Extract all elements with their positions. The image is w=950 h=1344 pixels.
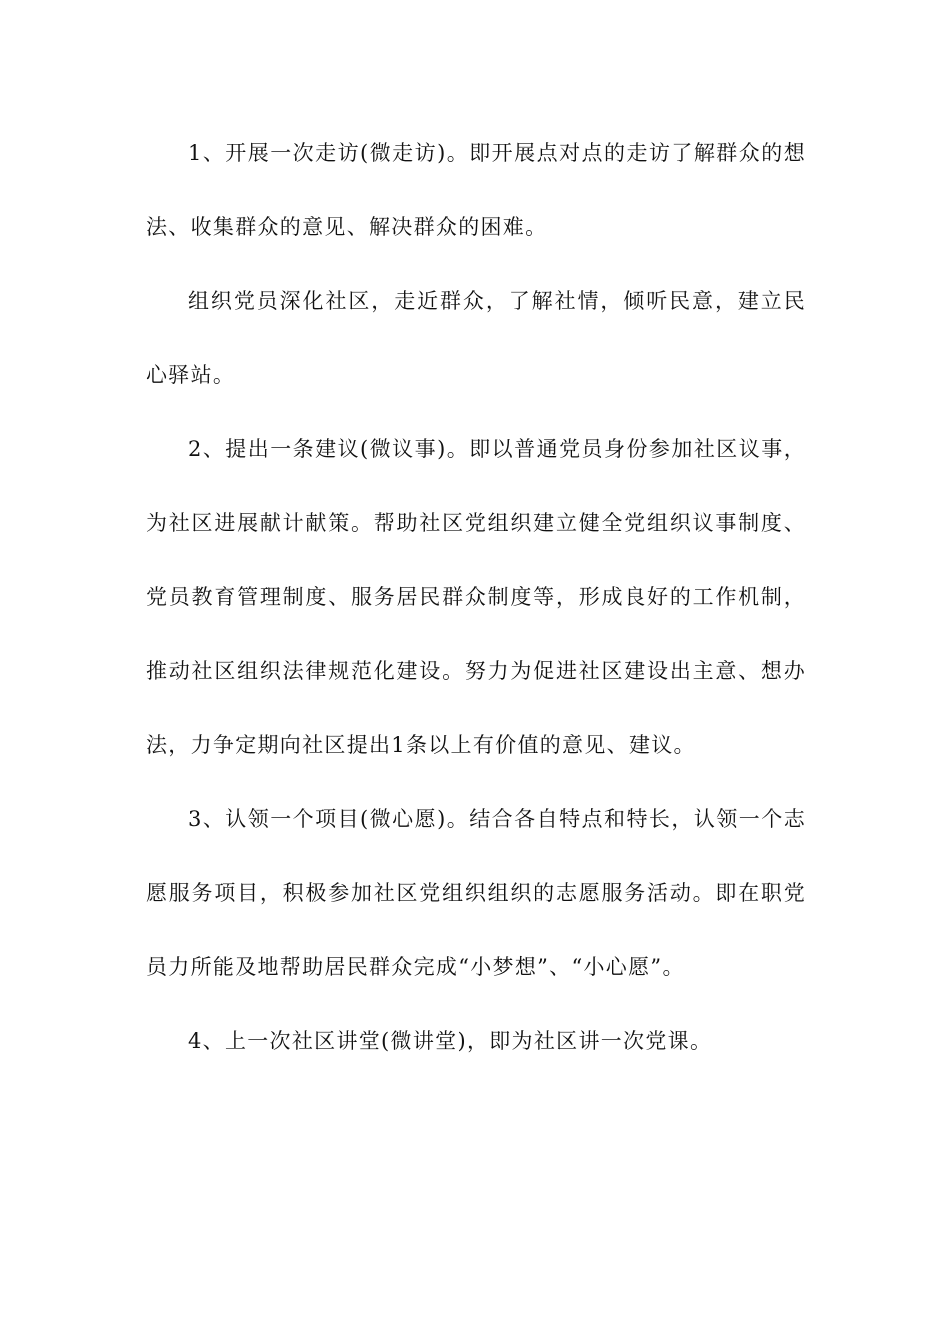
paragraph-lecture: 4、上一次社区讲堂(微讲堂)，即为社区讲一次党课。 (188, 1029, 713, 1053)
paragraph-visit: 1、开展一次走访(微走访)。即开展点对点的走访了解群众的想法、收集群众的意见、解决群众的困难。 (146, 141, 806, 239)
paragraph-suggestion: 2、提出一条建议(微议事)。即以普通党员身份参加社区议事，为社区进展献计献策。帮助社区党组织建立健全党组织议事制度、党员教育管理制度、服务居民群众制度等，形成良好的工作机制，推动社区组织法律规范化建设。努力为促进社区建设出主意、想办法，力争定期向社区提出1条以上有价值的意见、建议。 (146, 437, 806, 757)
document-body (146, 116, 806, 1078)
paragraph-organize: 组织党员深化社区，走近群众，了解社情，倾听民意，建立民心驿站。 (146, 289, 806, 387)
paragraph-project: 3、认领一个项目(微心愿)。结合各自特点和特长，认领一个志愿服务项目，积极参加社区党组织组织的志愿服务活动。即在职党员力所能及地帮助居民群众完成“小梦想”、“小心愿”。 (146, 807, 806, 979)
